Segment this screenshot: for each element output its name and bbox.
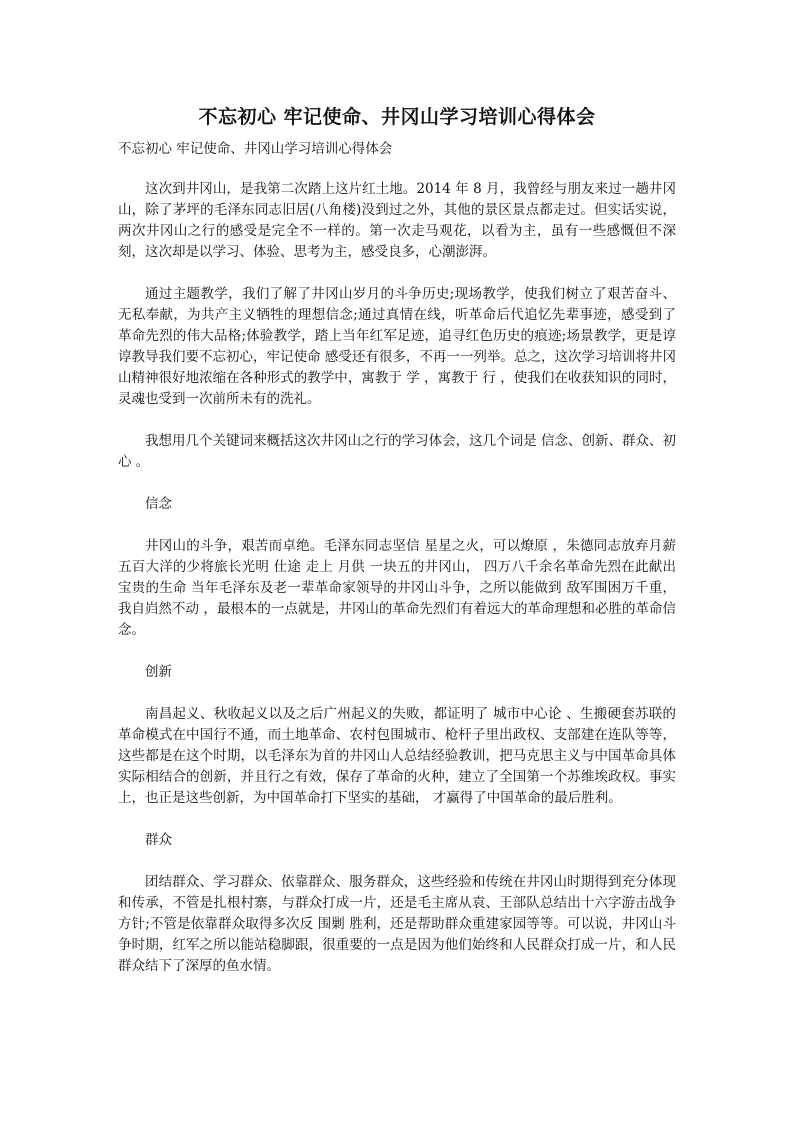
section-text-belief: 井冈山的斗争，艰苦而卓绝。毛泽东同志坚信 星星之火，可以燎原 ，朱德同志放弃月薪五百大洋的少将旅长光明 仕途 走上 月供 一块五的井冈山， 四万八千余名革命先烈在此献出宝贵的生命 当年毛泽东及老一辈革命家领导的井冈山斗争，之所以能做到 敌军围困万千重，我自岿然不动 ，最根本的一点就是，井冈山的革命先烈们有着远大的革命理想和必胜的革命信念。 xyxy=(118,538,676,638)
paragraph-intro: 这次到井冈山，是我第二次踏上这片红土地。2014 年 8 月，我曾经与朋友来过一趟井冈山，除了茅坪的毛泽东同志旧居(八角楼)没到过之外，其他的景区景点都走过。但实话实说，两次井冈山之行的感受是完全不一样的。第一次走马观花，以看为主，虽有一些感慨但不深刻，这次却是以学习、体验、思考为主，感受良多，心潮澎湃。 xyxy=(118,181,676,260)
document-title: 不忘初心 牢记使命、井冈山学习培训心得体会 xyxy=(198,106,596,128)
document-page xyxy=(118,104,676,998)
paragraph-keywords: 我想用几个关键词来概括这次井冈山之行的学习体会，这几个词是 信念、创新、群众、初心 。 xyxy=(118,433,676,470)
document-subtitle: 不忘初心 牢记使命、井冈山学习培训心得体会 xyxy=(118,141,393,157)
section-heading-belief: 信念 xyxy=(145,496,172,512)
section-heading-innovation: 创新 xyxy=(145,664,172,680)
section-heading-masses: 群众 xyxy=(145,832,172,848)
paragraph-teaching: 通过主题教学，我们了解了井冈山岁月的斗争历史;现场教学，使我们树立了艰苦奋斗、无私奉献，为共产主义牺牲的理想信念;通过真情在线，听革命后代追忆先辈事迹，感受到了革命先烈的伟大品格;体验教学，踏上当年红军足迹，追寻红色历史的痕迹;场景教学，更是谆谆教导我们要不忘初心，牢记使命 感受还有很多，不再一一列举。总之，这次学习培训将井冈山精神很好地浓缩在各种形式的教学中，寓教于 学 ，寓教于 行 ，使我们在收获知识的同时，灵魂也受到一次前所未有的洗礼。 xyxy=(118,286,676,407)
section-text-masses: 团结群众、学习群众、依靠群众、服务群众，这些经验和传统在井冈山时期得到充分体现和传承，不管是扎根村寨，与群众打成一片，还是毛主席从袁、王部队总结出十六字游击战争方针;不管是依靠群众取得多次反 围剿 胜利，还是帮助群众重建家园等等。可以说，井冈山斗争时期，红军之所以能站稳脚跟，很重要的一点是因为他们始终和人民群众打成一片，和人民群众结下了深厚的鱼水情。 xyxy=(118,874,676,974)
section-text-innovation: 南昌起义、秋收起义以及之后广州起义的失败，都证明了 城市中心论 、生搬硬套苏联的革命模式在中国行不通，而土地革命、农村包围城市、枪杆子里出政权、支部建在连队等等，这些都是在这个时期，以毛泽东为首的井冈山人总结经验教训，把马克思主义与中国革命具体实际相结合的创新，并且行之有效，保存了革命的火种，建立了全国第一个苏维埃政权。事实上，也正是这些创新，为中国革命打下坚实的基础， 才赢得了中国革命的最后胜利。 xyxy=(118,706,676,806)
